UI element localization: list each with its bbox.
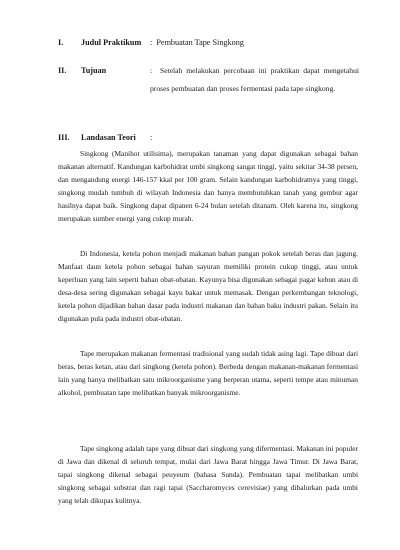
section-colon: :: [150, 38, 153, 47]
paragraph: Tape merupakan makanan fermentasi tradisional yang sudah tidak asing lagi. Tape dibuat dari beras, beras ketan, atau dari singkong (ketela pohon). Berbeda dengan makanan-makanan fermentasi lain yang hanya melibatkan satu mikroorganisme yang berperan utama, seperti tempe atau minuman alkohol, pembuatan tape melibatkan banyak mikroorganisme.: [58, 349, 358, 397]
section-number: III.: [58, 133, 70, 142]
paragraph: Di Indonesia, ketela pohon menjadi makanan bahan pangan pokok setelah beras dan jagung. Manfaat daun ketela pohon sebagai bahan sayuran memiliki protein cukup tinggi, atau untuk keperluan yang lain seperti bahan obat-obatan. Kayunya bisa digunakan sebagai pagar kebun atau di desa-desa sering digunakan sebagai kayu bakar untuk memasak. Dengan perkembangan teknologi, ketela pohon dijadikan bahan dasar pada industri makanan dan bahan baku industri pakan. Selain itu digunakan pula pada industri obat-obatan.: [58, 249, 358, 323]
section-number: II.: [58, 66, 67, 75]
section-colon: :: [150, 66, 153, 75]
section-title: Judul Praktikum: [81, 38, 142, 47]
section-number: I.: [58, 38, 64, 47]
section-value-text: Setelah melakukan percobaan ini praktikan dapat mengetahui proses pembuatan dan proses fermentasi pada tape singkong.: [150, 66, 359, 93]
section-value-text: Pembuatan Tape Singkong: [156, 38, 244, 47]
section-value: [150, 36, 244, 49]
section-colon: :: [150, 133, 153, 142]
section-title: Landasan Teori: [81, 133, 136, 142]
paragraph: Singkong (Manihot utilisima), merupakan tanaman yang dapat digunakan sebagai bahan makanan alternatif. Kandungan karbohidrat umbi singkong sangat tinggi, yaitu sekitar 34-38 persen, dan mengandung energi 146-157 kkal per 100 gram. Selain kandungan karbohidratnya yang tinggi, singkong mudah tumbuh di wilayah Indonesia dan hanya membutuhkan tanah yang gembur agar hasilnya dapat baik. Singkong dapat dipanen 6-24 bulan setelah ditanam. Oleh karena itu, singkong merupakan sumber energi yang cukup murah.: [58, 149, 358, 223]
section-title: Tujuan: [81, 66, 107, 75]
section-value: [150, 62, 359, 97]
paragraph: Tape singkong adalah tape yang dibuat dari singkong yang difermentasi. Makanan ini populer di Jawa dan dikenal di seluruh tempat, mulai dari Jawa Barat hingga Jawa Timur. Di Jawa Barat, tapai singkong dikenal sebagai peuyeum (bahasa Sunda). Pembuatan tapai melibatkan umbi singkong sebagai substrat dan ragi tapai (Saccharomyces cerevisiae) yang dibalurkan pada umbi yang telah dikupas kulitnya.: [58, 444, 358, 505]
